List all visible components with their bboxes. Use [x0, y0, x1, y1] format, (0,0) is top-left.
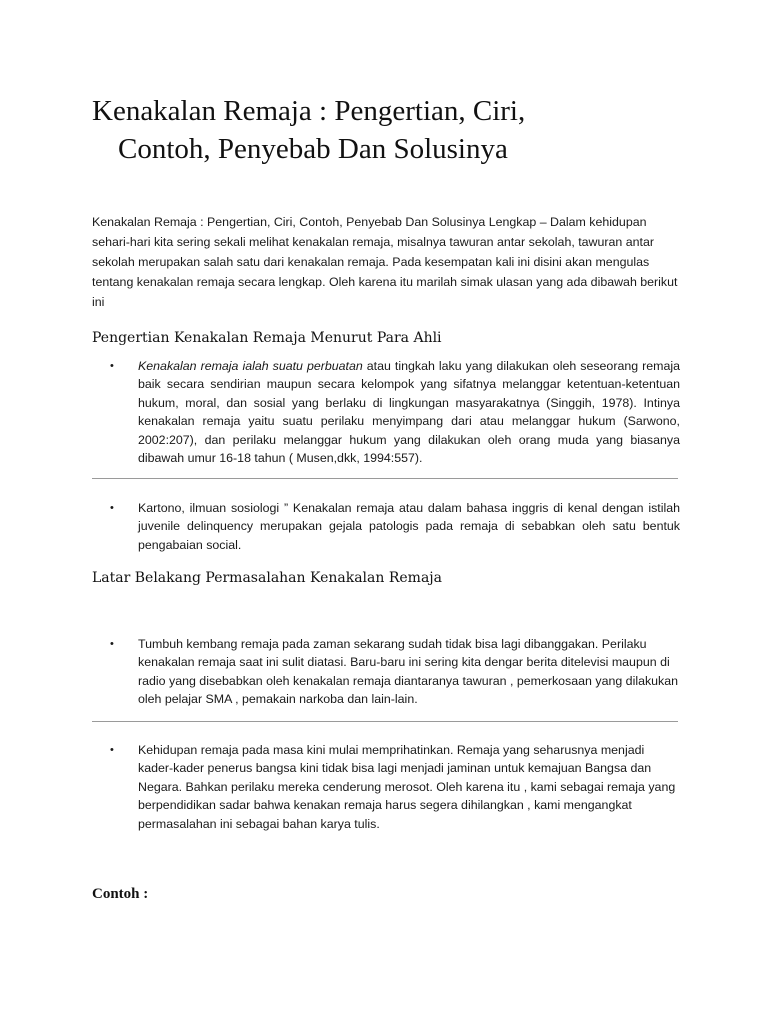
page-title [92, 92, 692, 168]
list-item [110, 499, 680, 554]
section-heading-pengertian: Pengertian Kenakalan Remaja Menurut Para Ahli [92, 330, 442, 346]
list-item-text [138, 357, 680, 467]
list-item-text: Kartono, ilmuan sosiologi ” Kenakalan remaja atau dalam bahasa inggris di kenal dengan istilah juvenile delinquency merupakan gejala patologis pada remaja di sebabkan oleh satu bentuk pengabaian social. [138, 501, 680, 552]
list-item-text: Tumbuh kembang remaja pada zaman sekarang sudah tidak bisa lagi dibanggakan. Perilaku kenakalan remaja saat ini sulit diatasi. Baru-baru ini sering kita dengar berita ditelevisi maupun di radio yang disebabkan oleh kenakalan remaja diantaranya tawuran , pemerkosaan yang dilakukan oleh pelajar SMA , pemakain narkoba dan lain-lain. [138, 637, 679, 707]
list-item [110, 741, 680, 833]
section-heading-contoh: Contoh : [92, 886, 149, 902]
title-line-2: Contoh, Penyebab Dan Solusinya [118, 133, 508, 165]
section-heading-latar-belakang: Latar Belakang Permasalahan Kenakalan Remaja [92, 570, 442, 586]
divider [92, 721, 678, 722]
title-line-1: Kenakalan Remaja : Pengertian, Ciri, [92, 95, 526, 127]
bullet-icon: • [110, 360, 114, 372]
intro-paragraph: Kenakalan Remaja : Pengertian, Ciri, Contoh, Penyebab Dan Solusinya Lengkap – Dalam kehidupan sehari-hari kita sering sekali melihat kenakalan remaja, misalnya tawuran antar sekolah, tawuran antar sekolah merupakan salah satu dari kenakalan remaja. Pada kesempatan kali ini disini akan mengulas tentang kenakalan remaja secara lengkap. Oleh karena itu marilah simak ulasan yang ada dibawah berikut ini [92, 215, 678, 309]
list-item-text: Kehidupan remaja pada masa kini mulai memprihatinkan. Remaja yang seharusnya menjadi kader-kader penerus bangsa kini tidak bisa lagi menjadi jaminan untuk kemajuan Bangsa dan Negara. Bahkan perilaku mereka cenderung merosot. Oleh karena itu , kami sebagai remaja yang berpendidikan sadar bahwa kenakan remaja harus segera dihilangkan , kami mengangkat permasalahan ini sebagai bahan karya tulis. [138, 743, 676, 831]
bullet-icon: • [110, 638, 114, 650]
list-item-body: atau tingkah laku yang dilakukan oleh seseorang remaja baik secara sendirian maupun secara kelompok yang sifatnya melanggar ketentuan-ketentuan hukum, moral, dan sosial yang berlaku di lingkungan masyarakatnya (Singgih, 1978). Intinya kenakalan remaja yaitu suatu perilaku menyimpang dari atau melanggar hukum (Sarwono, 2002:207), dan perilaku melanggar hukum yang dilakukan oleh orang muda yang biasanya dibawah umur 16-18 tahun ( Musen,dkk, 1994:557). [138, 359, 681, 466]
bullet-icon: • [110, 502, 114, 514]
list-item [110, 357, 680, 467]
bullet-icon: • [110, 744, 114, 756]
list-item-lead: Kenakalan remaja ialah suatu perbuatan [138, 359, 363, 373]
list-item [110, 635, 680, 709]
divider [92, 478, 678, 479]
